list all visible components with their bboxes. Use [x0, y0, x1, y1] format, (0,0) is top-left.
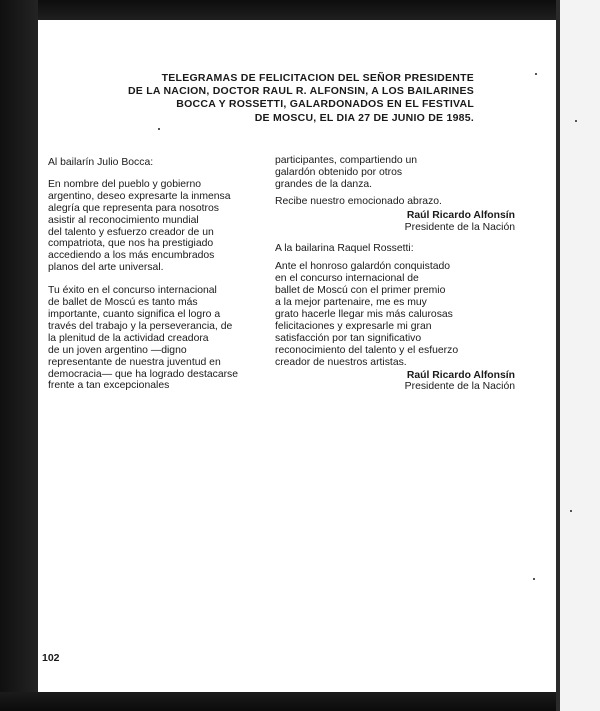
letter1-signature	[275, 210, 515, 234]
title-line: BOCCA Y ROSSETTI, GALARDONADOS EN EL FESTIVAL	[176, 98, 474, 111]
scan-speck	[535, 73, 537, 75]
text-line: participantes, compartiendo un	[275, 155, 418, 166]
letter2-salutation: A la bailarina Raquel Rossetti:	[275, 243, 414, 255]
scan-speck	[570, 510, 572, 512]
text-line: ballet de Moscú con el primer premio	[275, 285, 446, 297]
text-line: planos del arte universal.	[48, 262, 164, 274]
scan-speck	[158, 128, 160, 130]
scan-border-bottom	[0, 692, 600, 711]
signature-role: Presidente de la Nación	[404, 381, 515, 393]
letter1-paragraph-1	[48, 179, 273, 274]
text-line: la plenitud de la actividad creadora	[48, 332, 209, 344]
scan-speck	[533, 578, 535, 580]
text-line: compatriota, que nos ha prestigiado	[48, 238, 214, 250]
text-line: reconocimiento del talento y el esfuerzo	[275, 344, 459, 356]
text-line: través del trabajo y la perseverancia, de	[48, 320, 233, 332]
scan-right-margin	[560, 0, 600, 711]
text-line: de ballet de Moscú es tanto más	[48, 297, 198, 309]
text-line: Ante el honroso galardón conquistado	[275, 261, 451, 273]
text-line: creador de nuestros artistas.	[275, 356, 407, 368]
letter1-salutation: Al bailarín Julio Bocca:	[48, 157, 154, 168]
scan-speck	[575, 120, 577, 122]
text-line: del talento y esfuerzo creador de un	[48, 226, 214, 238]
text-line: representante de nuestra juventud en	[48, 356, 221, 368]
signature-role: Presidente de la Nación	[404, 221, 515, 233]
title-line: DE MOSCU, EL DIA 27 DE JUNIO DE 1985.	[254, 111, 474, 124]
left-column	[48, 157, 273, 392]
text-line: accediendo a los más encumbrados	[48, 250, 215, 262]
text-line: Tu éxito en el concurso internacional	[48, 285, 217, 297]
letter1-closing: Recibe nuestro emocionado abrazo.	[275, 195, 442, 207]
letter2-signature	[275, 370, 515, 394]
right-column	[275, 155, 515, 393]
text-line: alegría que representa para nosotros	[48, 202, 219, 214]
document-title	[128, 72, 474, 125]
text-line: En nombre del pueblo y gobierno	[48, 178, 202, 190]
signature-name: Raúl Ricardo Alfonsín	[406, 209, 515, 221]
text-line: galardón obtenido por otros	[275, 166, 403, 178]
text-line: frente a tan excepcionales	[48, 380, 170, 392]
text-line: asistir al reconocimiento mundial	[48, 214, 199, 226]
page-number: 102	[42, 652, 60, 664]
scan-border-left	[0, 0, 38, 711]
title-line: DE LA NACION, DOCTOR RAUL R. ALFONSIN, A LOS BAILARINES	[127, 85, 474, 98]
text-line: importante, cuanto significa el logro a	[48, 308, 221, 320]
title-line: TELEGRAMAS DE FELICITACION DEL SEÑOR PRESIDENTE	[161, 72, 474, 84]
text-line: a la mejor partenaire, me es muy	[275, 297, 427, 309]
scan-border-top	[0, 0, 600, 20]
letter1-continuation	[275, 155, 515, 191]
text-line: grandes de la danza.	[275, 178, 373, 190]
text-line: satisfacción por tan significativo	[275, 332, 422, 344]
signature-name: Raúl Ricardo Alfonsín	[406, 369, 515, 381]
letter1-paragraph-2	[48, 285, 273, 392]
text-line: democracia— que ha logrado destacarse	[48, 368, 239, 380]
text-line: grato hacerle llegar mis más calurosas	[275, 308, 453, 320]
text-line: en el concurso internacional de	[275, 273, 419, 285]
text-line: argentino, deseo expresarte la inmensa	[48, 190, 231, 202]
text-line: de un joven argentino —digno	[48, 344, 187, 356]
text-line: felicitaciones y expresarle mi gran	[275, 320, 432, 332]
letter2-body	[275, 261, 515, 368]
